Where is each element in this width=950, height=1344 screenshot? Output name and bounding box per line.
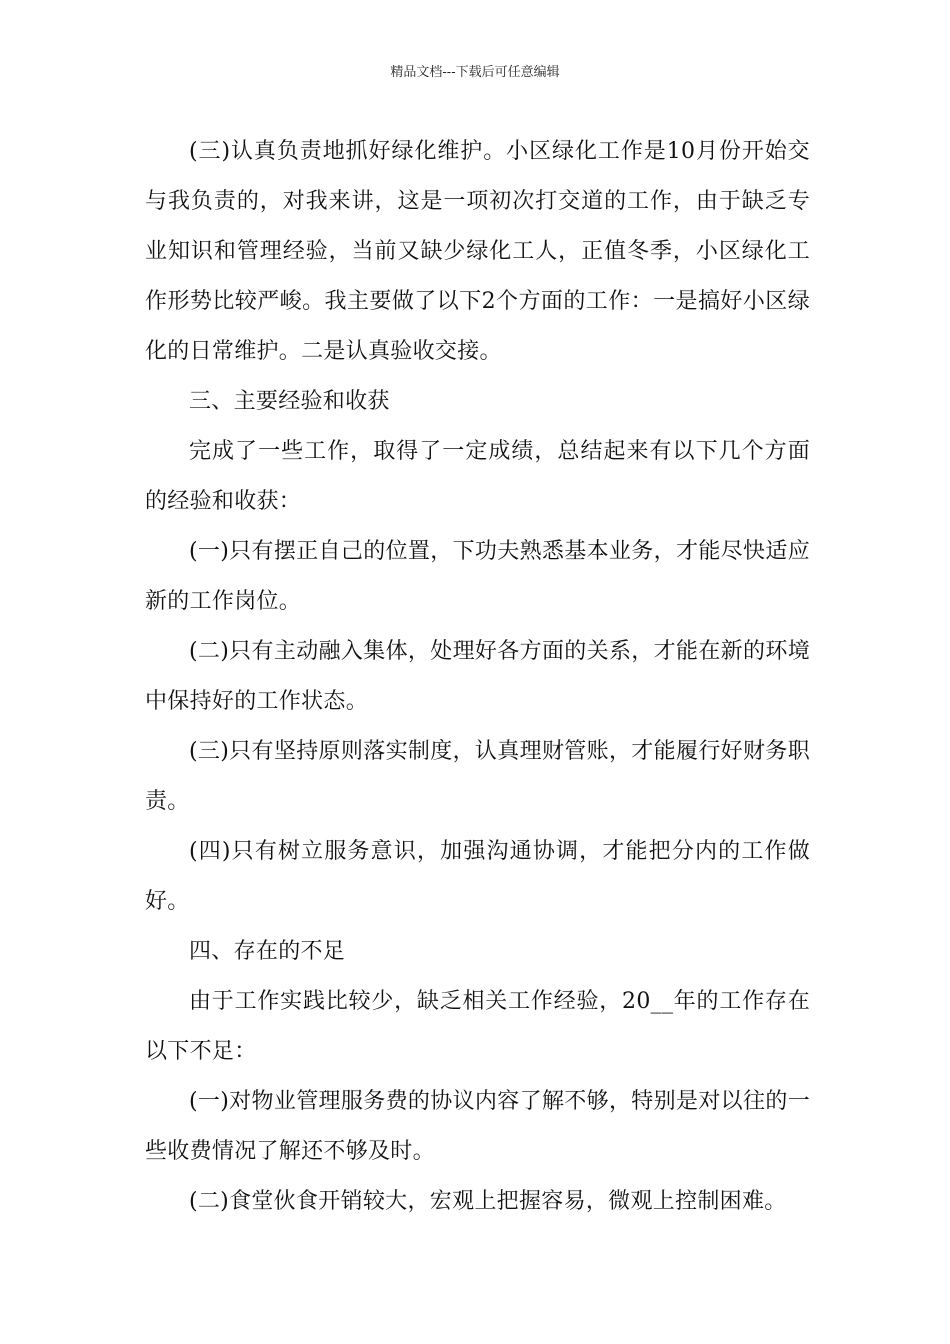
paragraph-experience-3: (三)只有坚持原则落实制度，认真理财管账，才能履行好财务职责。 — [145, 739, 810, 814]
section-heading-experience: 三、主要经验和收获 — [189, 389, 390, 414]
paragraph-experience-2: (二)只有主动融入集体，处理好各方面的关系，才能在新的环境中保持好的工作状态。 — [145, 639, 810, 714]
paragraph-shortcoming-1: (一)对物业管理服务费的协议内容了解不够，特别是对以往的一些收费情况了解还不够及时。 — [145, 1089, 810, 1164]
paragraph-experience-4: (四)只有树立服务意识，加强沟通协调，才能把分内的工作做好。 — [145, 839, 810, 914]
paragraph-experience-intro: 完成了一些工作，取得了一定成绩，总结起来有以下几个方面的经验和收获： — [145, 439, 810, 514]
paragraph-experience-1: (一)只有摆正自己的位置，下功夫熟悉基本业务，才能尽快适应新的工作岗位。 — [145, 539, 810, 614]
document-body — [145, 127, 810, 1227]
paragraph-shortcomings-intro: 由于工作实践比较少，缺乏相关工作经验，20__年的工作存在以下不足： — [145, 989, 810, 1064]
paragraph-greening-maintenance: (三)认真负责地抓好绿化维护。小区绿化工作是10月份开始交与我负责的，对我来讲，这是一项初次打交道的工作，由于缺乏专业知识和管理经验，当前又缺少绿化工人，正值冬季，小区绿化工作形势比较严峻。我主要做了以下2个方面的工作：一是搞好小区绿化的日常维护。二是认真验收交接。 — [145, 139, 810, 364]
page-header: 精品文档---下载后可任意编辑 — [390, 65, 560, 80]
section-heading-shortcomings: 四、存在的不足 — [189, 939, 346, 964]
paragraph-shortcoming-2: (二)食堂伙食开销较大，宏观上把握容易，微观上控制困难。 — [189, 1189, 787, 1214]
